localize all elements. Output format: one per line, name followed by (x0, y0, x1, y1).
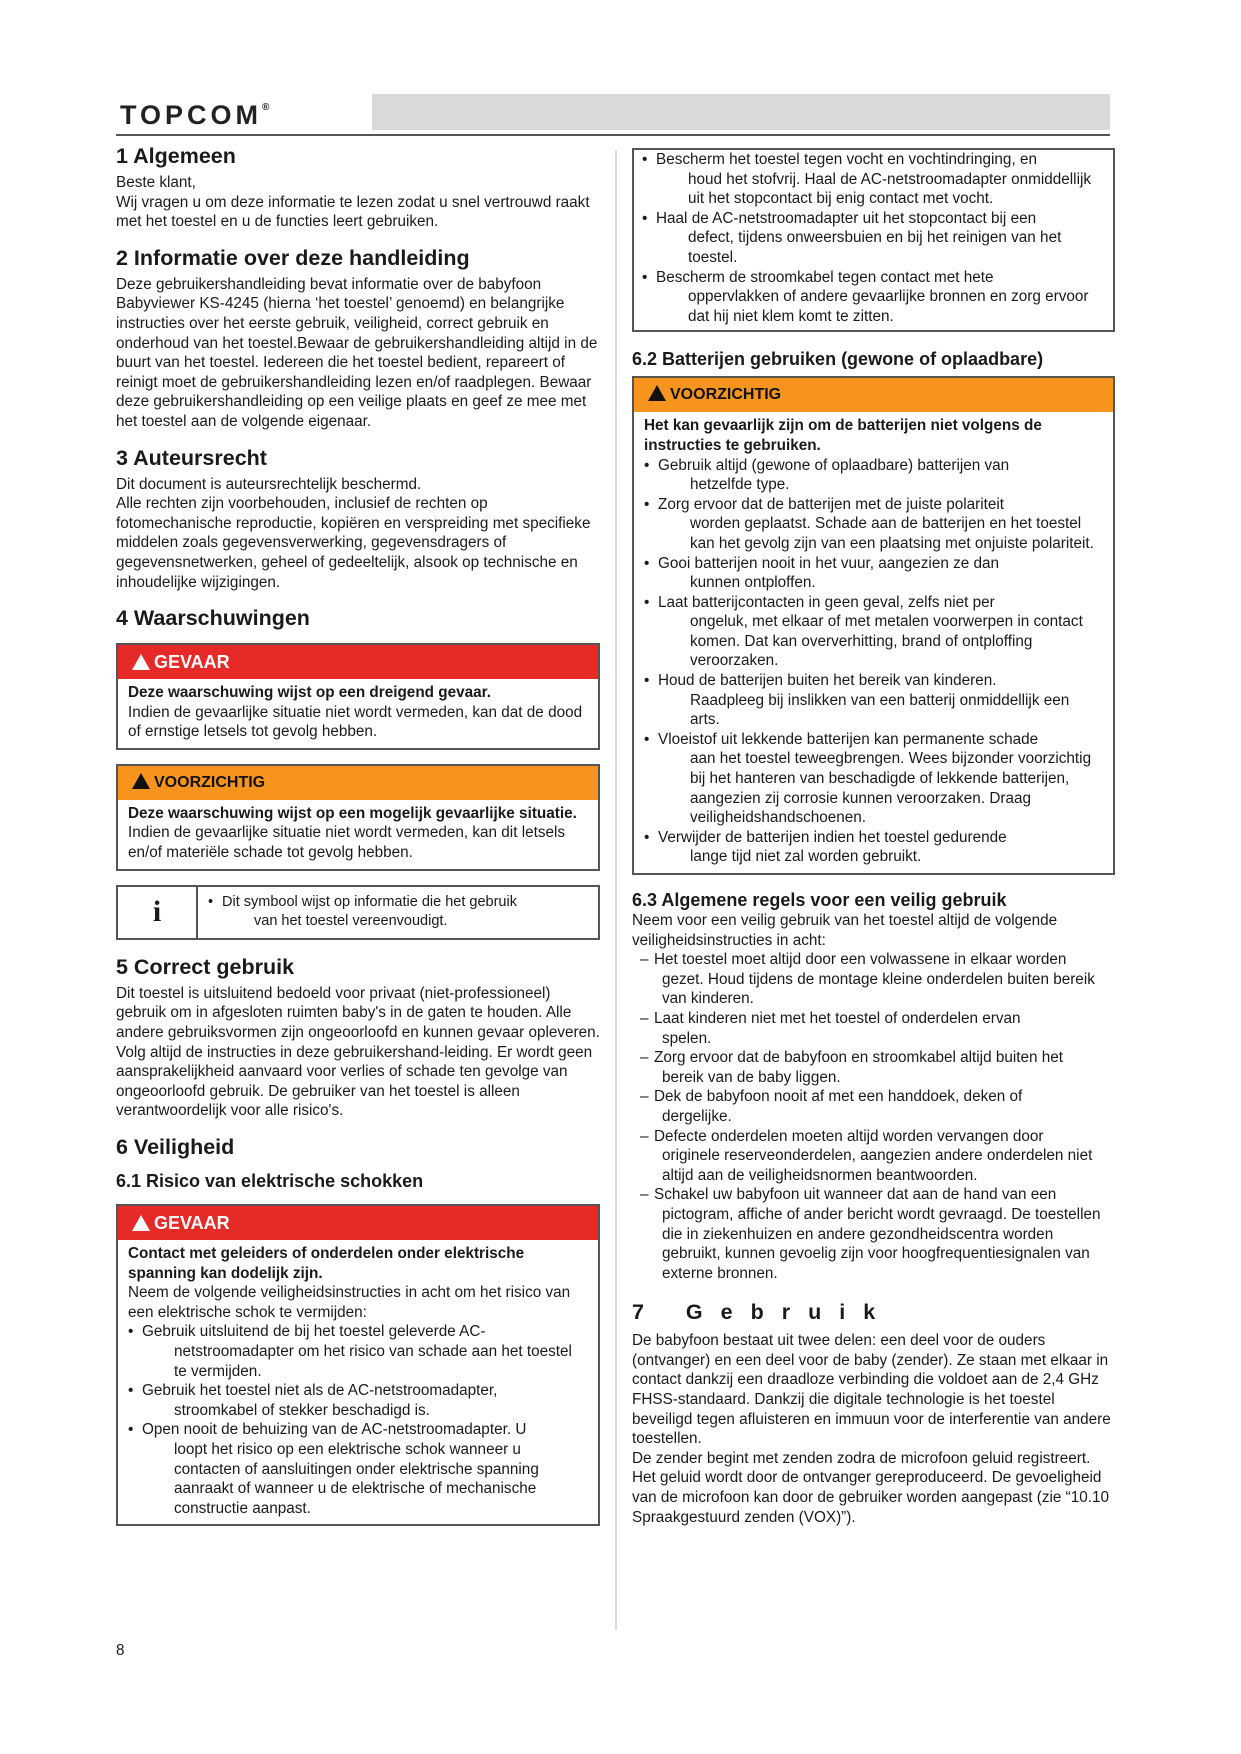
list-item: • Verwijder de batterijen indien het toestel gedurende lange tijd niet zal worden gebruikt. (644, 828, 1103, 867)
warning-triangle-icon (132, 1215, 150, 1231)
list-item: – Schakel uw babyfoon uit wanneer dat aan de hand van een pictogram, affiche of ander bericht wordt gevraagd. De toestellen die in ziekenhuizen en andere gezondheidscentra worden gebruikt, kunnen gevoelig zijn voor hoogfrequentiesignalen van externe bronnen. (640, 1185, 1115, 1283)
paragraph: Dit toestel is uitsluitend bedoeld voor privaat (niet-professioneel) gebruik om in afgesloten ruimten baby's in de gaten te houden. Alle andere gebruiksvormen zijn ongeoorloofd en kunnen gevaar opleveren. Volg altijd de instructies in deze gebruikershand-leiding. Er wordt geen aansprakelijkheid aanvaard voor verlies of schade ten gevolge van ongeoorloofd gebruik. De gebruiker van het toestel is alleen verantwoordelijk voor alle risico's. (116, 984, 600, 1120)
section-title: 6 Veiligheid (116, 1135, 235, 1159)
list-item: – Dek de babyfoon nooit af met een handdoek, deken of dergelijke. (640, 1087, 1115, 1126)
list-item: – Zorg ervoor dat de babyfoon en stroomkabel altijd buiten het bereik van de baby liggen. (640, 1048, 1115, 1087)
list-item: • Haal de AC-netstroomadapter uit het stopcontact bij een defect, tijdens onweersbuien en bij het reinigen van het toestel. (642, 209, 1105, 268)
danger-header: GEVAAR (118, 645, 598, 679)
caution-header: VOORZICHTIG (118, 766, 598, 800)
list-item: – Laat kinderen niet met het toestel of onderdelen ervan spelen. (640, 1009, 1115, 1048)
header-bar (372, 94, 1110, 130)
page-number: 8 (116, 1642, 125, 1659)
section-title: 4 Waarschuwingen (116, 606, 310, 631)
subsection-title: 6.3 Algemene regels voor een veilig gebruik (632, 890, 1007, 910)
paragraph: De zender begint met zenden zodra de microfoon geluid registreert. Het geluid wordt door de ontvanger gereproduceerd. De gevoeligheid van de microfoon kan door de gebruiker worden aangepast (zie “10.10 Spraakgestuurd zenden (VOX)”). (632, 1449, 1110, 1526)
section-informatie (116, 245, 600, 432)
warning-triangle-icon (648, 385, 666, 401)
warning-triangle-icon (132, 654, 150, 670)
left-column (116, 143, 600, 1540)
danger-body: Deze waarschuwing wijst op een dreigend gevaar. Indien de gevaarlijke situatie niet wordt vermeden, kan dat de dood of ernstige letsels tot gevolg hebben. (128, 684, 583, 741)
danger-box (116, 643, 600, 750)
topcom-logo: TOPCOM® (120, 100, 270, 130)
list-item: • Gooi batterijen nooit in het vuur, aangezien ze dan kunnen ontploffen. (644, 554, 1103, 593)
paragraph: Alle rechten zijn voorbehouden, inclusief de rechten op fotomechanische reproductie, kopiëren en verspreiding met specifieke middelen zoals gegevensverwerking, gegevensdragers of gegevensnetwerken, geheel of gedeeltelijk, alsook op technische en inhoudelijke wijzigingen. (116, 495, 591, 591)
continued-danger-box (632, 148, 1115, 332)
paragraph: Dit document is auteursrechtelijk beschermd. (116, 475, 422, 493)
paragraph: Beste klant, (116, 174, 196, 191)
section-waarschuwingen (116, 605, 600, 940)
info-box (116, 885, 600, 940)
section-batterijen (632, 348, 1115, 875)
danger-body: Contact met geleiders of onderdelen onder elektrische spanning kan dodelijk zijn. Neem de volgende veiligheidsinstructies in acht om het risico van een elektrische schok te vermijden: • Gebruik uitsluitend de bij het toestel geleverde AC- netstroomadapter om het risico van schade aan het toestel te vermijden. • Gebruik het toestel niet als de AC-netstroomadapter, stroomkabel of stekker beschadigd is. • Open nooit de behuizing van de AC-netstroomadapter. U loopt het risico op een elektrische schok wanneer u contacten of aansluitingen onder elektrische spanning aanraakt of wanneer u de elektrische of mechanische constructie aanpast. (118, 1240, 598, 1524)
right-column (632, 148, 1115, 1540)
section-correct-gebruik (116, 954, 600, 1121)
section-veilig-gebruik: 6.3 Algemene regels voor een veilig gebruik Neem voor een veilig gebruik van het toestel altijd de volgende veiligheidsinstructies in acht: – Het toestel moet altijd door een volwassene in elkaar worden gezet. Houd tijdens de montage kleine onderdelen buiten bereik van kinderen. – Laat kinderen niet met het toestel of onderdelen ervan spelen. – Zorg ervoor dat de babyfoon en stroomkabel altijd buiten het bereik van de baby liggen. – Dek de babyfoon nooit af met een handdoek, deken of dergelijke. – Defecte onderdelen moeten altijd worden vervangen door originele reserveonderdelen, aangezien andere onderdelen niet altijd aan de veiligheidsnormen beantwoorden. – Schakel uw babyfoon uit wanneer dat aan de hand van een pictogram, affiche of ander bericht wordt gevraagd. De toestellen die in ziekenhuizen en andere gezondheidscentra worden gebruikt, kunnen gevoelig zijn voor hoogfrequentiesignalen van externe bronnen. (632, 889, 1115, 1283)
list-item: • Bescherm het toestel tegen vocht en vochtindringing, en houd het stofvrij. Haal de AC-netstroomadapter onmiddellijk uit het stopcontact bij enig contact met vocht. (642, 150, 1105, 209)
section-gebruik (632, 1299, 1115, 1527)
caution-body: Deze waarschuwing wijst op een mogelijk gevaarlijke situatie. Indien de gevaarlijke situatie niet wordt vermeden, kan dit letsels en/of materiële schade tot gevolg hebben. (128, 804, 577, 862)
info-text: • Dit symbool wijst op informatie die het gebruik van het toestel vereenvoudigt. (198, 887, 527, 938)
section-title: 7 Gebruik (632, 1300, 894, 1325)
section-title: 5 Correct gebruik (116, 954, 295, 979)
list-item: • Vloeistof uit lekkende batterijen kan permanente schade aan het toestel teweegbrengen. Wees bijzonder voorzichtig bij het hanteren van beschadigde of lekkende batterijen, aangezien zij corrosie kunnen veroorzaken. Draag veiligheidshandschoenen. (644, 730, 1103, 828)
danger-box (116, 1204, 600, 1526)
list-item: • Gebruik uitsluitend de bij het toestel geleverde AC- netstroomadapter om het risico van schade aan het toestel te vermijden. (128, 1322, 588, 1381)
subsection-title: 6.2 Batterijen gebruiken (gewone of oplaadbare) (632, 349, 1044, 370)
caution-body: Het kan gevaarlijk zijn om de batterijen niet volgens de instructies te gebruiken. • Gebruik altijd (gewone of oplaadbare) batterijen van hetzelfde type. • Zorg ervoor dat de batterijen met de juiste polariteit worden geplaatst. Schade aan de batterijen en het toestel kan het gevolg zijn van een plaatsing met onjuiste polariteit. • Gooi batterijen nooit in het vuur, aangezien ze dan kunnen ontploffen. • Laat batterijcontacten in geen geval, zelfs niet per ongeluk, met elkaar of met metalen voorwerpen in contact komen. Dat kan oververhitting, brand of ontploffing veroorzaken. • Houd de batterijen buiten het bereik van kinderen. Raadpleeg bij inslikken van een batterij onmiddellijk een arts. • Vloeistof uit lekkende batterijen kan permanente schade aan het toestel teweegbrengen. Wees bijzonder voorzichtig bij het hanteren van beschadigde of lekkende batterijen, aangezien zij corrosie kunnen veroorzaken. Draag veiligheidshandschoenen. • Verwijder de batterijen indien het toestel gedurende lange tijd niet zal worden gebruikt. (634, 412, 1113, 873)
list-item: • Houd de batterijen buiten het bereik van kinderen. Raadpleeg bij inslikken van een batterij onmiddellijk een arts. (644, 671, 1103, 730)
list-item: • Laat batterijcontacten in geen geval, zelfs niet per ongeluk, met elkaar of met metalen voorwerpen in contact komen. Dat kan oververhitting, brand of ontploffing veroorzaken. (644, 593, 1103, 671)
subsection-title: 6.1 Risico van elektrische schokken (116, 1171, 424, 1191)
section-veiligheid (116, 1134, 600, 1526)
info-icon: i (118, 887, 198, 938)
list-item: – Defecte onderdelen moeten altijd worden vervangen door originele reserveonderdelen, aangezien andere onderdelen niet altijd aan de veiligheidsnormen beantwoorden. (640, 1127, 1115, 1186)
header-rule (116, 134, 1110, 136)
paragraph: De babyfoon bestaat uit twee delen: een deel voor de ouders (ontvanger) en een deel voor de baby (zender). Ze staan met elkaar in contact dankzij een draadloze verbinding die voldoet aan de 2,4 GHz FHSS-standaard. Dankzij die digitale technologie is het toestel beveiligd tegen afluisteren en immuun voor de interferentie van andere toestellen. (632, 1332, 1111, 1448)
section-title: 1 Algemeen (116, 144, 236, 168)
caution-header: VOORZICHTIG (634, 378, 1113, 412)
list-item: • Gebruik het toestel niet als de AC-netstroomadapter, stroomkabel of stekker beschadigd is. (128, 1381, 588, 1420)
warning-triangle-icon (132, 773, 150, 789)
section-title: 2 Informatie over deze handleiding (116, 245, 470, 270)
section-auteursrecht (116, 445, 600, 593)
danger-header: GEVAAR (118, 1206, 598, 1240)
column-divider (615, 150, 617, 1630)
caution-box (116, 764, 600, 871)
list-item: • Open nooit de behuizing van de AC-netstroomadapter. U loopt het risico op een elektrische schok wanneer u contacten of aansluitingen onder elektrische spanning aanraakt of wanneer u de elektrische of mechanische constructie aanpast. (128, 1420, 588, 1518)
list-item: • Bescherm de stroomkabel tegen contact met hete oppervlakken of andere gevaarlijke bronnen en zorg ervoor dat hij niet klem komt te zitten. (642, 268, 1105, 327)
list-item: • Gebruik altijd (gewone of oplaadbare) batterijen van hetzelfde type. (644, 456, 1103, 495)
list-item: – Het toestel moet altijd door een volwassene in elkaar worden gezet. Houd tijdens de montage kleine onderdelen buiten bereik van kinderen. (640, 950, 1115, 1009)
paragraph: Deze gebruikershandleiding bevat informatie over de babyfoon Babyviewer KS-4245 (hierna ‘het toestel’ genoemd) en belangrijke instructies over het eerste gebruik, veiligheid, correct gebruik en onderhoud van het toestel.Bewaar de gebruikershandleiding altijd in de buurt van het toestel. Iedereen die het toestel bedient, repareert of reinigt moet de gebruikershandleiding lezen en/of raadplegen. Bewaar deze gebruikershandleiding op een veilige plaats en geef ze mee met het toestel aan de volgende eigenaar. (116, 275, 598, 430)
list-item: • Zorg ervoor dat de batterijen met de juiste polariteit worden geplaatst. Schade aan de batterijen en het toestel kan het gevolg zijn van een plaatsing met onjuiste polariteit. (644, 495, 1103, 554)
section-title: 3 Auteursrecht (116, 445, 267, 470)
section-algemeen (116, 143, 600, 232)
paragraph: Wij vragen u om deze informatie te lezen zodat u snel vertrouwd raakt met het toestel en u de functies leert gebruiken. (116, 193, 590, 231)
caution-box (632, 376, 1115, 875)
